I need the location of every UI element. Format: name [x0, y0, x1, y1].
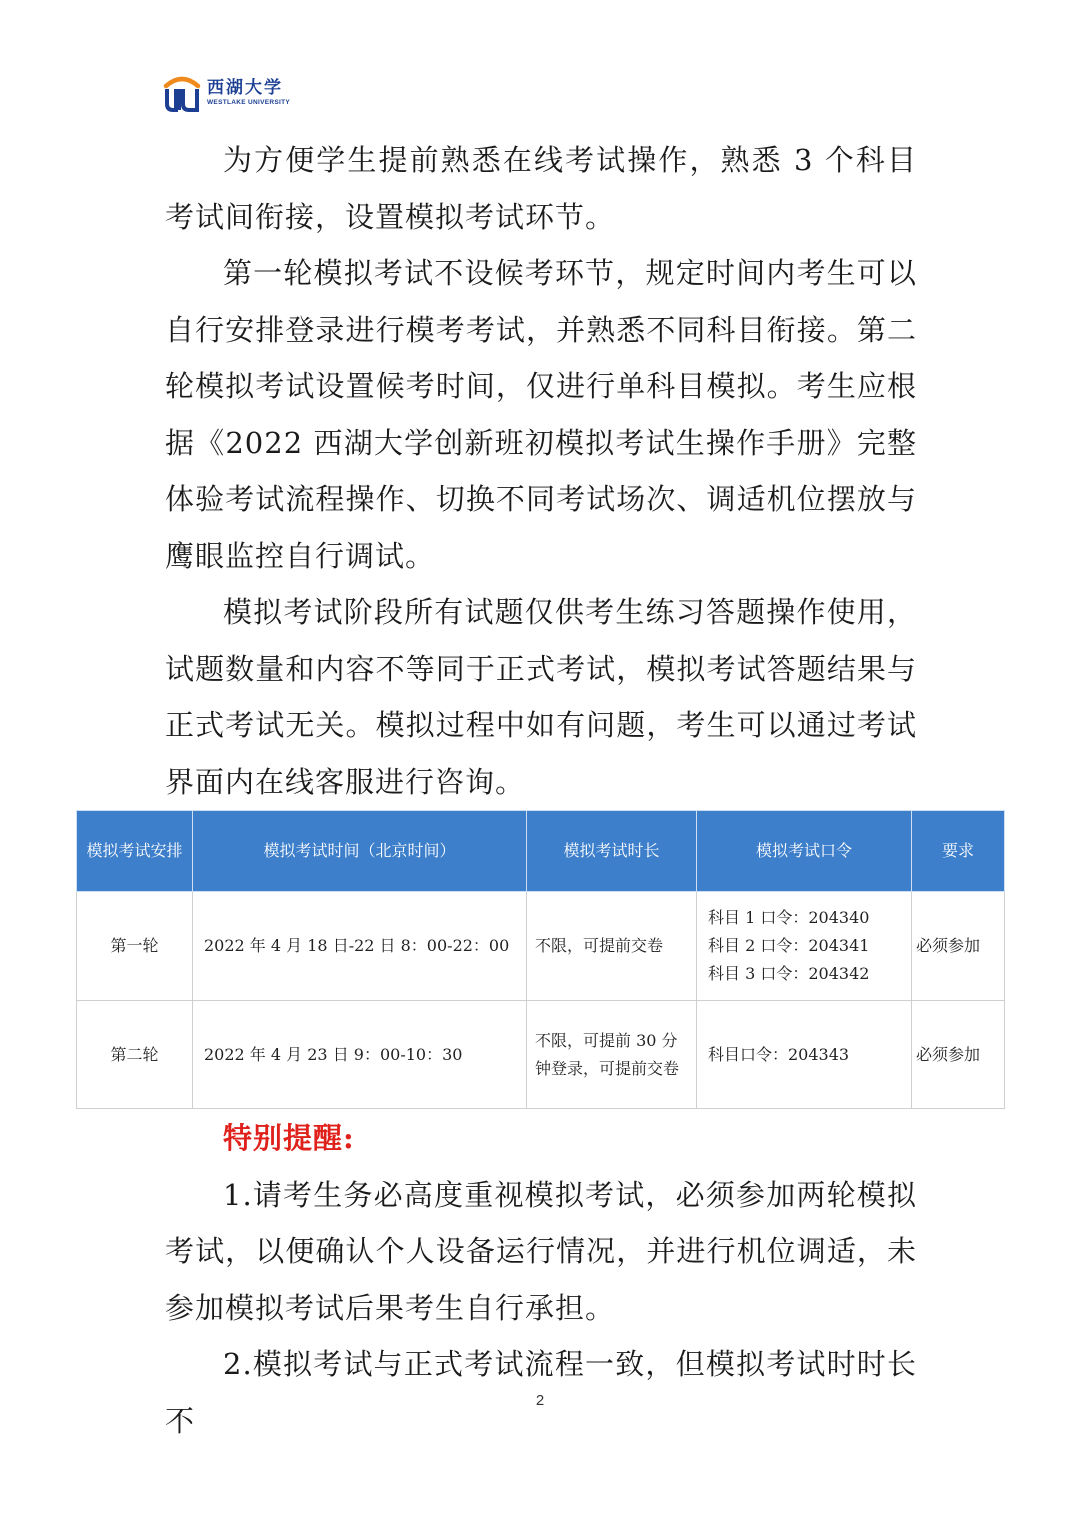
paragraph-intro: 为方便学生提前熟悉在线考试操作，熟悉 3 个科目考试间衔接，设置模拟考试环节。 — [165, 143, 917, 234]
password-line: 科目 2 口令：204341 — [708, 936, 870, 955]
reminder-title: 特别提醒: — [223, 1121, 355, 1155]
cell-requirement: 必须参加 — [912, 892, 1005, 1001]
logo-chinese-name: 西湖大学 — [207, 77, 283, 98]
logo-english-name: WESTLAKE UNIVERSITY — [207, 98, 290, 106]
paragraph-notes: 模拟考试阶段所有试题仅供考生练习答题操作使用，试题数量和内容不等同于正式考试，模拟考试答题结果与正式考试无关。模拟过程中如有问题，考生可以通过考试界面内在线客服进行咨询。 — [165, 595, 917, 799]
header-requirement: 要求 — [912, 811, 1005, 892]
paragraph-rounds: 第一轮模拟考试不设候考环节，规定时间内考生可以自行安排登录进行模考考试，并熟悉不同科目衔接。第二轮模拟考试设置候考时间，仅进行单科目模拟。考生应根据《2022 西湖大学创新班初模拟考试生操作手册》完整体验考试流程操作、切换不同考试场次、调适机位摆放与鹰眼监控自行调试。 — [165, 256, 917, 573]
header-arrangement: 模拟考试安排 — [77, 811, 193, 892]
table-row — [77, 1001, 1005, 1109]
cell-duration: 不限，可提前 30 分钟登录，可提前交卷 — [527, 1001, 697, 1109]
header-duration: 模拟考试时长 — [527, 811, 697, 892]
password-line: 科目 1 口令：204340 — [708, 908, 870, 927]
table-header-row — [77, 811, 1005, 892]
cell-requirement: 必须参加 — [912, 1001, 1005, 1109]
body-text — [165, 132, 917, 810]
cell-duration: 不限，可提前交卷 — [527, 892, 697, 1001]
university-logo — [163, 74, 290, 112]
westlake-logo-icon — [163, 74, 201, 112]
schedule-table — [76, 810, 1005, 1109]
cell-round: 第二轮 — [77, 1001, 193, 1109]
reminder-item: 2.模拟考试与正式考试流程一致，但模拟考试时时长不 — [165, 1347, 917, 1438]
password-line: 科目口令：204343 — [708, 1044, 850, 1064]
header-time: 模拟考试时间（北京时间） — [193, 811, 527, 892]
cell-time: 2022 年 4 月 18 日-22 日 8：00-22：00 — [193, 892, 527, 1001]
table-row — [77, 892, 1005, 1001]
page-number: 2 — [535, 1392, 545, 1409]
cell-round: 第一轮 — [77, 892, 193, 1001]
cell-time: 2022 年 4 月 23 日 9：00-10：30 — [193, 1001, 527, 1109]
header-password: 模拟考试口令 — [697, 811, 912, 892]
password-line: 科目 3 口令：204342 — [708, 964, 870, 983]
cell-passwords — [697, 892, 912, 1001]
reminder-item: 1.请考生务必高度重视模拟考试，必须参加两轮模拟考试，以便确认个人设备运行情况，并进行机位调适，未参加模拟考试后果考生自行承担。 — [165, 1177, 917, 1325]
cell-passwords — [697, 1001, 912, 1109]
